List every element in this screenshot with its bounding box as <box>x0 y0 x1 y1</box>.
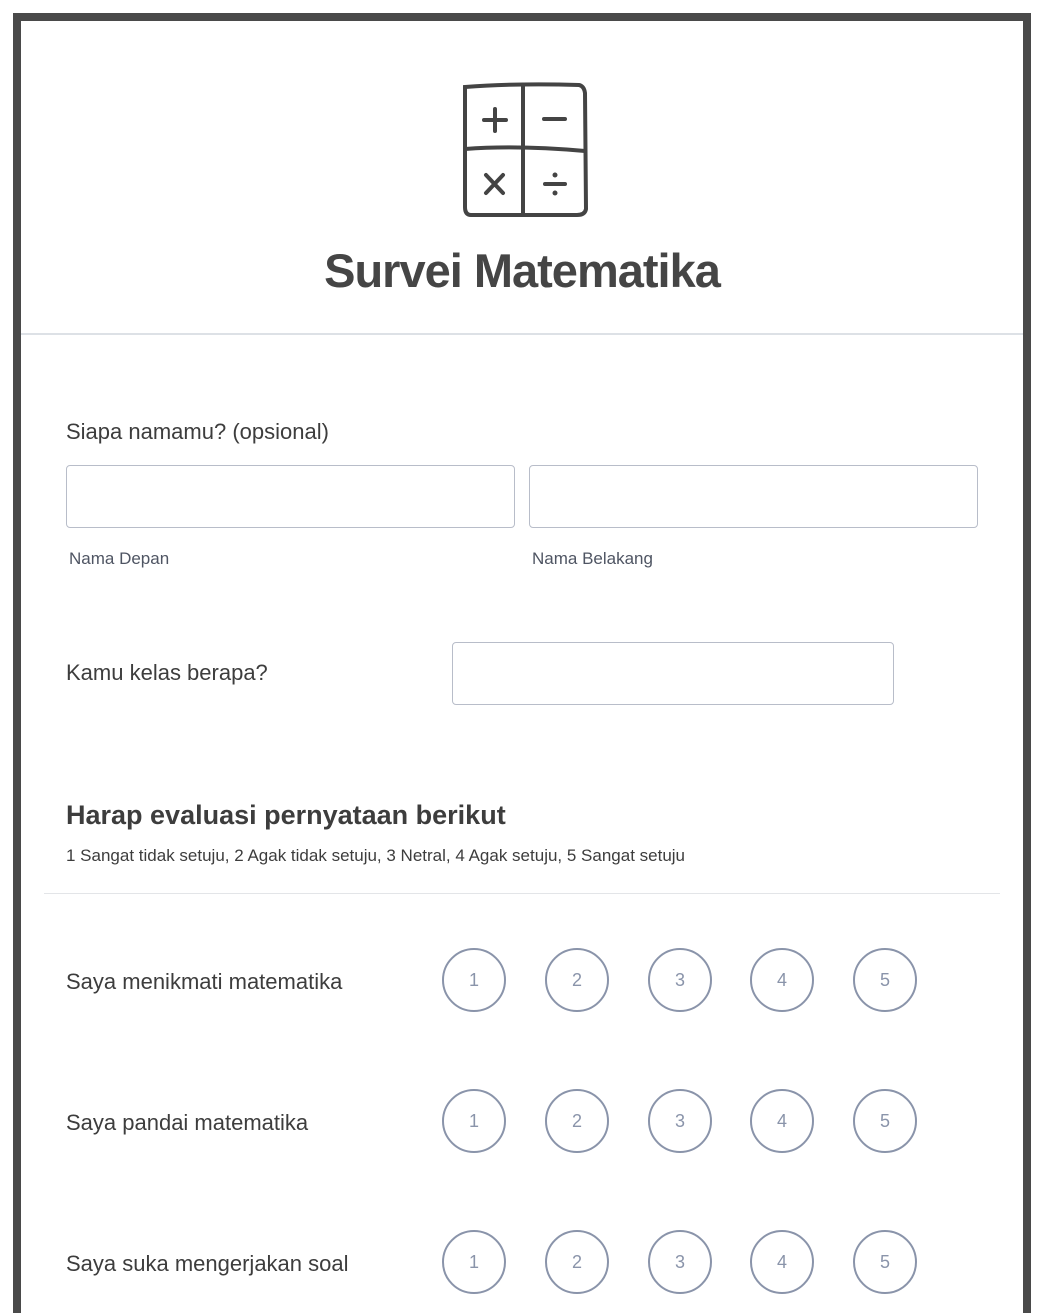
last-name-input[interactable] <box>529 465 978 528</box>
rating-option-4[interactable]: 4 <box>750 1089 814 1153</box>
rating-scale-description: 1 Sangat tidak setuju, 2 Agak tidak setuju, 3 Netral, 4 Agak setuju, 5 Sangat setuju <box>66 846 686 865</box>
section-divider <box>44 893 1000 894</box>
rating-option-4[interactable]: 4 <box>750 1230 814 1294</box>
header-divider <box>21 333 1023 335</box>
rating-option-1[interactable]: 1 <box>442 1230 506 1294</box>
rating-option-3[interactable]: 3 <box>648 1089 712 1153</box>
last-name-sublabel: Nama Belakang <box>532 549 653 568</box>
rating-heading: Harap evaluasi pernyataan berikut <box>66 800 506 830</box>
rating-option-3[interactable]: 3 <box>648 948 712 1012</box>
name-question-label: Siapa namamu? (opsional) <box>66 419 329 444</box>
statement-label: Saya menikmati matematika <box>66 969 343 994</box>
grade-question-label: Kamu kelas berapa? <box>66 660 268 685</box>
rating-option-3[interactable]: 3 <box>648 1230 712 1294</box>
form-title: Survei Matematika <box>324 244 720 297</box>
rating-option-1[interactable]: 1 <box>442 1089 506 1153</box>
rating-option-5[interactable]: 5 <box>853 1230 917 1294</box>
statement-label: Saya suka mengerjakan soal <box>66 1251 349 1276</box>
calculator-operations-icon <box>457 81 589 217</box>
rating-option-1[interactable]: 1 <box>442 948 506 1012</box>
rating-option-5[interactable]: 5 <box>853 1089 917 1153</box>
rating-option-5[interactable]: 5 <box>853 948 917 1012</box>
form-container <box>13 13 1031 1313</box>
first-name-sublabel: Nama Depan <box>69 549 170 568</box>
rating-option-2[interactable]: 2 <box>545 1230 609 1294</box>
rating-option-2[interactable]: 2 <box>545 1089 609 1153</box>
rating-option-4[interactable]: 4 <box>750 948 814 1012</box>
grade-input[interactable] <box>452 642 894 705</box>
statement-label: Saya pandai matematika <box>66 1110 309 1135</box>
first-name-input[interactable] <box>66 465 515 528</box>
rating-option-2[interactable]: 2 <box>545 948 609 1012</box>
